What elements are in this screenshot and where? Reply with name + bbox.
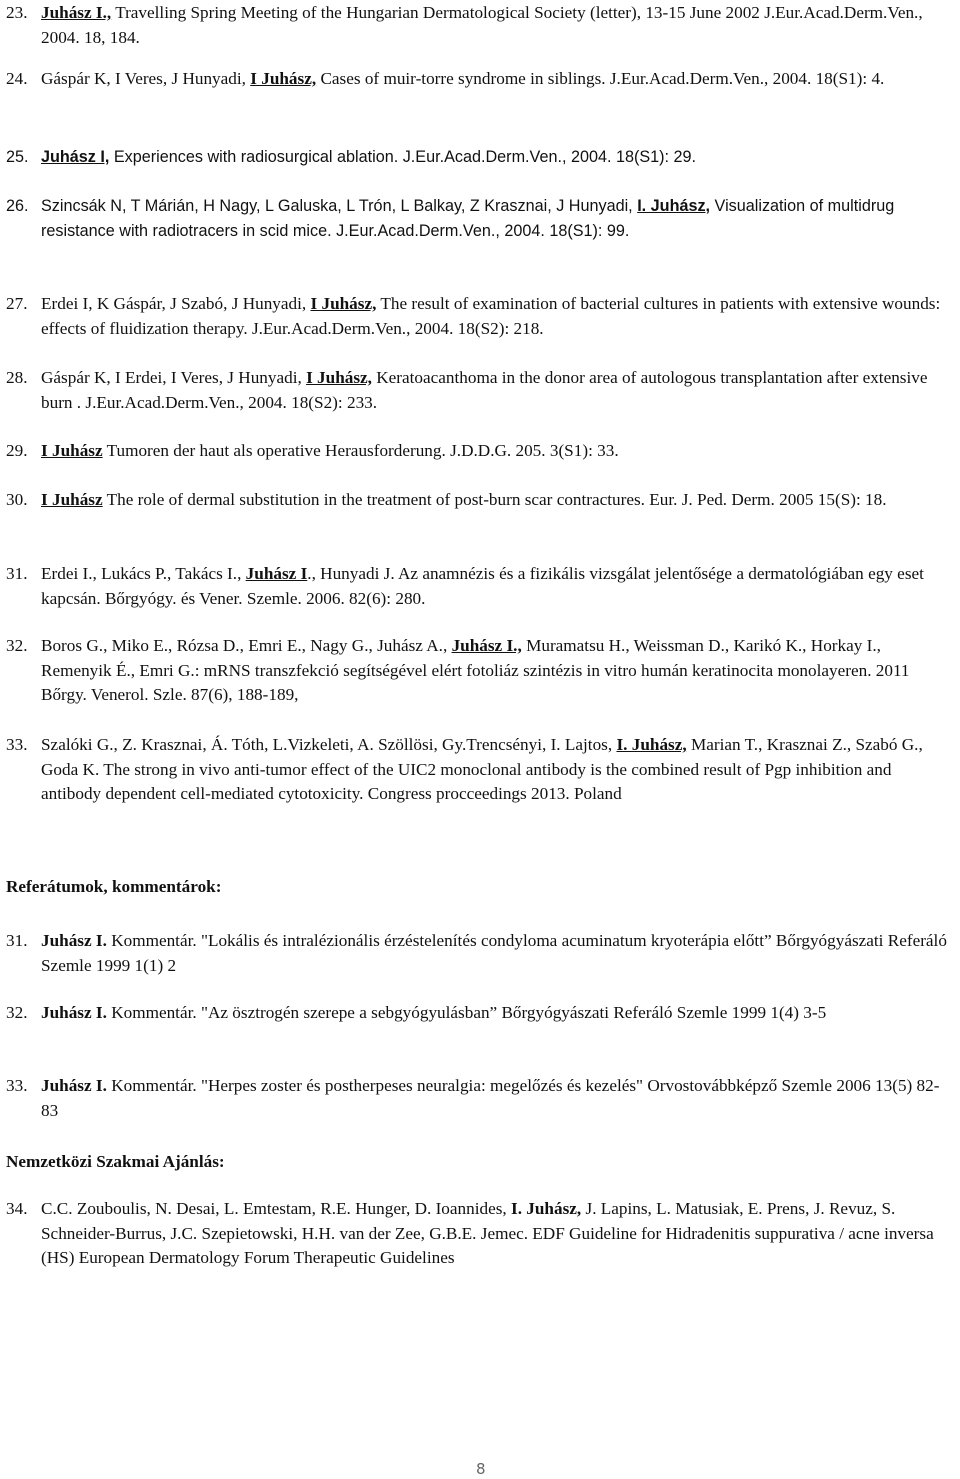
comment-33 bbox=[6, 1074, 950, 1123]
reference-authors: Szincsák N, T Márián, H Nagy, L Galuska, L Trón, L Balkay, Z Krasznai, J Hunyadi, bbox=[41, 197, 638, 215]
author-highlight: I Juhász, bbox=[250, 69, 317, 88]
reference-text: The result of examination of bacterial cultures in patients with extensive wounds: effects of fluidization therapy. J.Eur.Acad.Derm.Ven., 2004. 18(S2): 218. bbox=[41, 294, 941, 338]
author-highlight: I. Juhász, bbox=[616, 735, 687, 754]
reference-text: Experiences with radiosurgical ablation. J.Eur.Acad.Derm.Ven., 2004. 18(S1): 29. bbox=[109, 148, 697, 166]
reference-number: 32. bbox=[6, 636, 28, 655]
reference-28 bbox=[6, 366, 950, 415]
reference-text: The role of dermal substitution in the treatment of post-burn scar contractures. Eur. J. Ped. Derm. 2005 15(S): 18. bbox=[102, 490, 887, 509]
reference-number: 26. bbox=[6, 197, 29, 215]
reference-number: 33. bbox=[6, 1076, 28, 1095]
reference-authors: Boros G., Miko E., Rózsa D., Emri E., Nagy G., Juhász A., bbox=[41, 636, 452, 655]
reference-number: 28. bbox=[6, 368, 28, 387]
reference-text: Kommentár. "Az ösztrogén szerepe a sebgyógyulásban” Bőrgyógyászati Referáló Szemle 1999 1(4) 3-5 bbox=[106, 1003, 827, 1022]
reference-text: Muramatsu H., Weissman D., Karikó K., Horkay I., Remenyik É., Emri G.: mRNS transzfekció segítségével elért fotoliáz szintézis in vitro humán keratinocita monolayeren. 2011 Bőrgy. Venerol. Szle. 87(6), 188-189, bbox=[41, 636, 910, 705]
reference-number: 34. bbox=[6, 1199, 28, 1218]
reference-number: 33. bbox=[6, 735, 28, 754]
reference-authors: Erdei I., Lukács P., Takács I., bbox=[41, 564, 246, 583]
guideline-34 bbox=[6, 1197, 950, 1271]
reference-26 bbox=[6, 194, 950, 243]
reference-number: 25. bbox=[6, 148, 29, 166]
reference-number: 30. bbox=[6, 490, 28, 509]
reference-number: 23. bbox=[6, 3, 28, 22]
reference-number: 29. bbox=[6, 441, 28, 460]
reference-authors: C.C. Zouboulis, N. Desai, L. Emtestam, R.E. Hunger, D. Ioannides, bbox=[41, 1199, 511, 1218]
author-highlight: Juhász I. bbox=[41, 931, 107, 950]
reference-30 bbox=[6, 488, 950, 513]
reference-authors: Szalóki G., Z. Krasznai, Á. Tóth, L.Vizkeleti, A. Szöllösi, Gy.Trencsényi, I. Lajtos, bbox=[41, 735, 617, 754]
author-highlight: I Juhász bbox=[41, 441, 103, 460]
reference-text: ., Hunyadi J. Az anamnézis és a fizikális vizsgálat jelentősége a dermatológiában egy eset kapcsán. Bőrgyógy. és Vener. Szemle. 2006. 82(6): 280. bbox=[41, 564, 924, 608]
reference-text: Visualization of multidrug resistance with radiotracers in scid mice. J.Eur.Acad.Derm.Ven., 2004. 18(S1): 99. bbox=[41, 197, 895, 240]
reference-text: Tumoren der haut als operative Herausforderung. J.D.D.G. 205. 3(S1): 33. bbox=[102, 441, 619, 460]
author-highlight: Juhász I., bbox=[451, 636, 522, 655]
author-highlight: Juhász I, bbox=[41, 148, 110, 166]
author-highlight: Juhász I. bbox=[41, 1076, 107, 1095]
reference-number: 31. bbox=[6, 931, 28, 950]
reference-text: Marian T., Krasznai Z., Szabó G., Goda K. The strong in vivo anti-tumor effect of the UIC2 monoclonal antibody is the combined result of Pgp inhibition and antibody dependent cell-mediated cytotoxicity. Congress procceedings 2013. Poland bbox=[41, 735, 923, 804]
author-highlight: Juhász I bbox=[245, 564, 308, 583]
reference-text: J. Lapins, L. Matusiak, E. Prens, J. Revuz, S. Schneider-Burrus, J.C. Szepietowski, H.H. van der Zee, G.B.E. Jemec. EDF Guideline for Hidradenitis suppurativa / acne inversa (HS) European Dermatology Forum Therapeutic Guidelines bbox=[41, 1199, 934, 1268]
reference-number: 32. bbox=[6, 1003, 28, 1022]
reference-number: 27. bbox=[6, 294, 28, 313]
reference-authors: Gáspár K, I Erdei, I Veres, J Hunyadi, bbox=[41, 368, 307, 387]
reference-text: Kommentár. "Lokális és intralézionális érzéstelenítés condyloma acuminatum kryoterápia előtt” Bőrgyógyászati Referáló Szemle 1999 1(1) 2 bbox=[41, 931, 947, 975]
reference-27 bbox=[6, 292, 950, 341]
section-heading-guidelines: Nemzetközi Szakmai Ajánlás: bbox=[6, 1152, 225, 1171]
reference-text: Travelling Spring Meeting of the Hungarian Dermatological Society (letter), 13-15 June 2002 J.Eur.Acad.Derm.Ven., 2004. 18, 184. bbox=[41, 3, 923, 47]
reference-authors: Gáspár K, I Veres, J Hunyadi, bbox=[41, 69, 251, 88]
author-highlight: Juhász I. bbox=[41, 1003, 107, 1022]
reference-32 bbox=[6, 634, 950, 708]
author-highlight: I Juhász, bbox=[306, 368, 372, 387]
author-highlight: I Juhász bbox=[41, 490, 103, 509]
reference-31 bbox=[6, 562, 950, 611]
reference-authors: Erdei I, K Gáspár, J Szabó, J Hunyadi, bbox=[41, 294, 311, 313]
author-highlight: Juhász I., bbox=[41, 3, 112, 22]
reference-33 bbox=[6, 733, 950, 807]
reference-25 bbox=[6, 145, 950, 170]
reference-29 bbox=[6, 439, 950, 464]
reference-text: Cases of muir-torre syndrome in siblings. J.Eur.Acad.Derm.Ven., 2004. 18(S1): 4. bbox=[316, 69, 885, 88]
reference-number: 31. bbox=[6, 564, 28, 583]
page-number: 8 bbox=[476, 1460, 486, 1478]
author-highlight: I Juhász, bbox=[310, 294, 377, 313]
comment-31 bbox=[6, 929, 950, 978]
reference-number: 24. bbox=[6, 69, 28, 88]
reference-24 bbox=[6, 67, 950, 92]
reference-text: Kommentár. "Herpes zoster és postherpeses neuralgia: megelőzés és kezelés" Orvostovábbképző Szemle 2006 13(5) 82-83 bbox=[41, 1076, 940, 1120]
author-highlight: I. Juhász, bbox=[637, 197, 711, 215]
reference-23 bbox=[6, 1, 950, 50]
author-highlight: I. Juhász, bbox=[511, 1199, 582, 1218]
reference-text: Keratoacanthoma in the donor area of autologous transplantation after extensive burn . J.Eur.Acad.Derm.Ven., 2004. 18(S2): 233. bbox=[41, 368, 928, 412]
section-heading-comments: Referátumok, kommentárok: bbox=[6, 877, 222, 896]
comment-32 bbox=[6, 1001, 950, 1026]
